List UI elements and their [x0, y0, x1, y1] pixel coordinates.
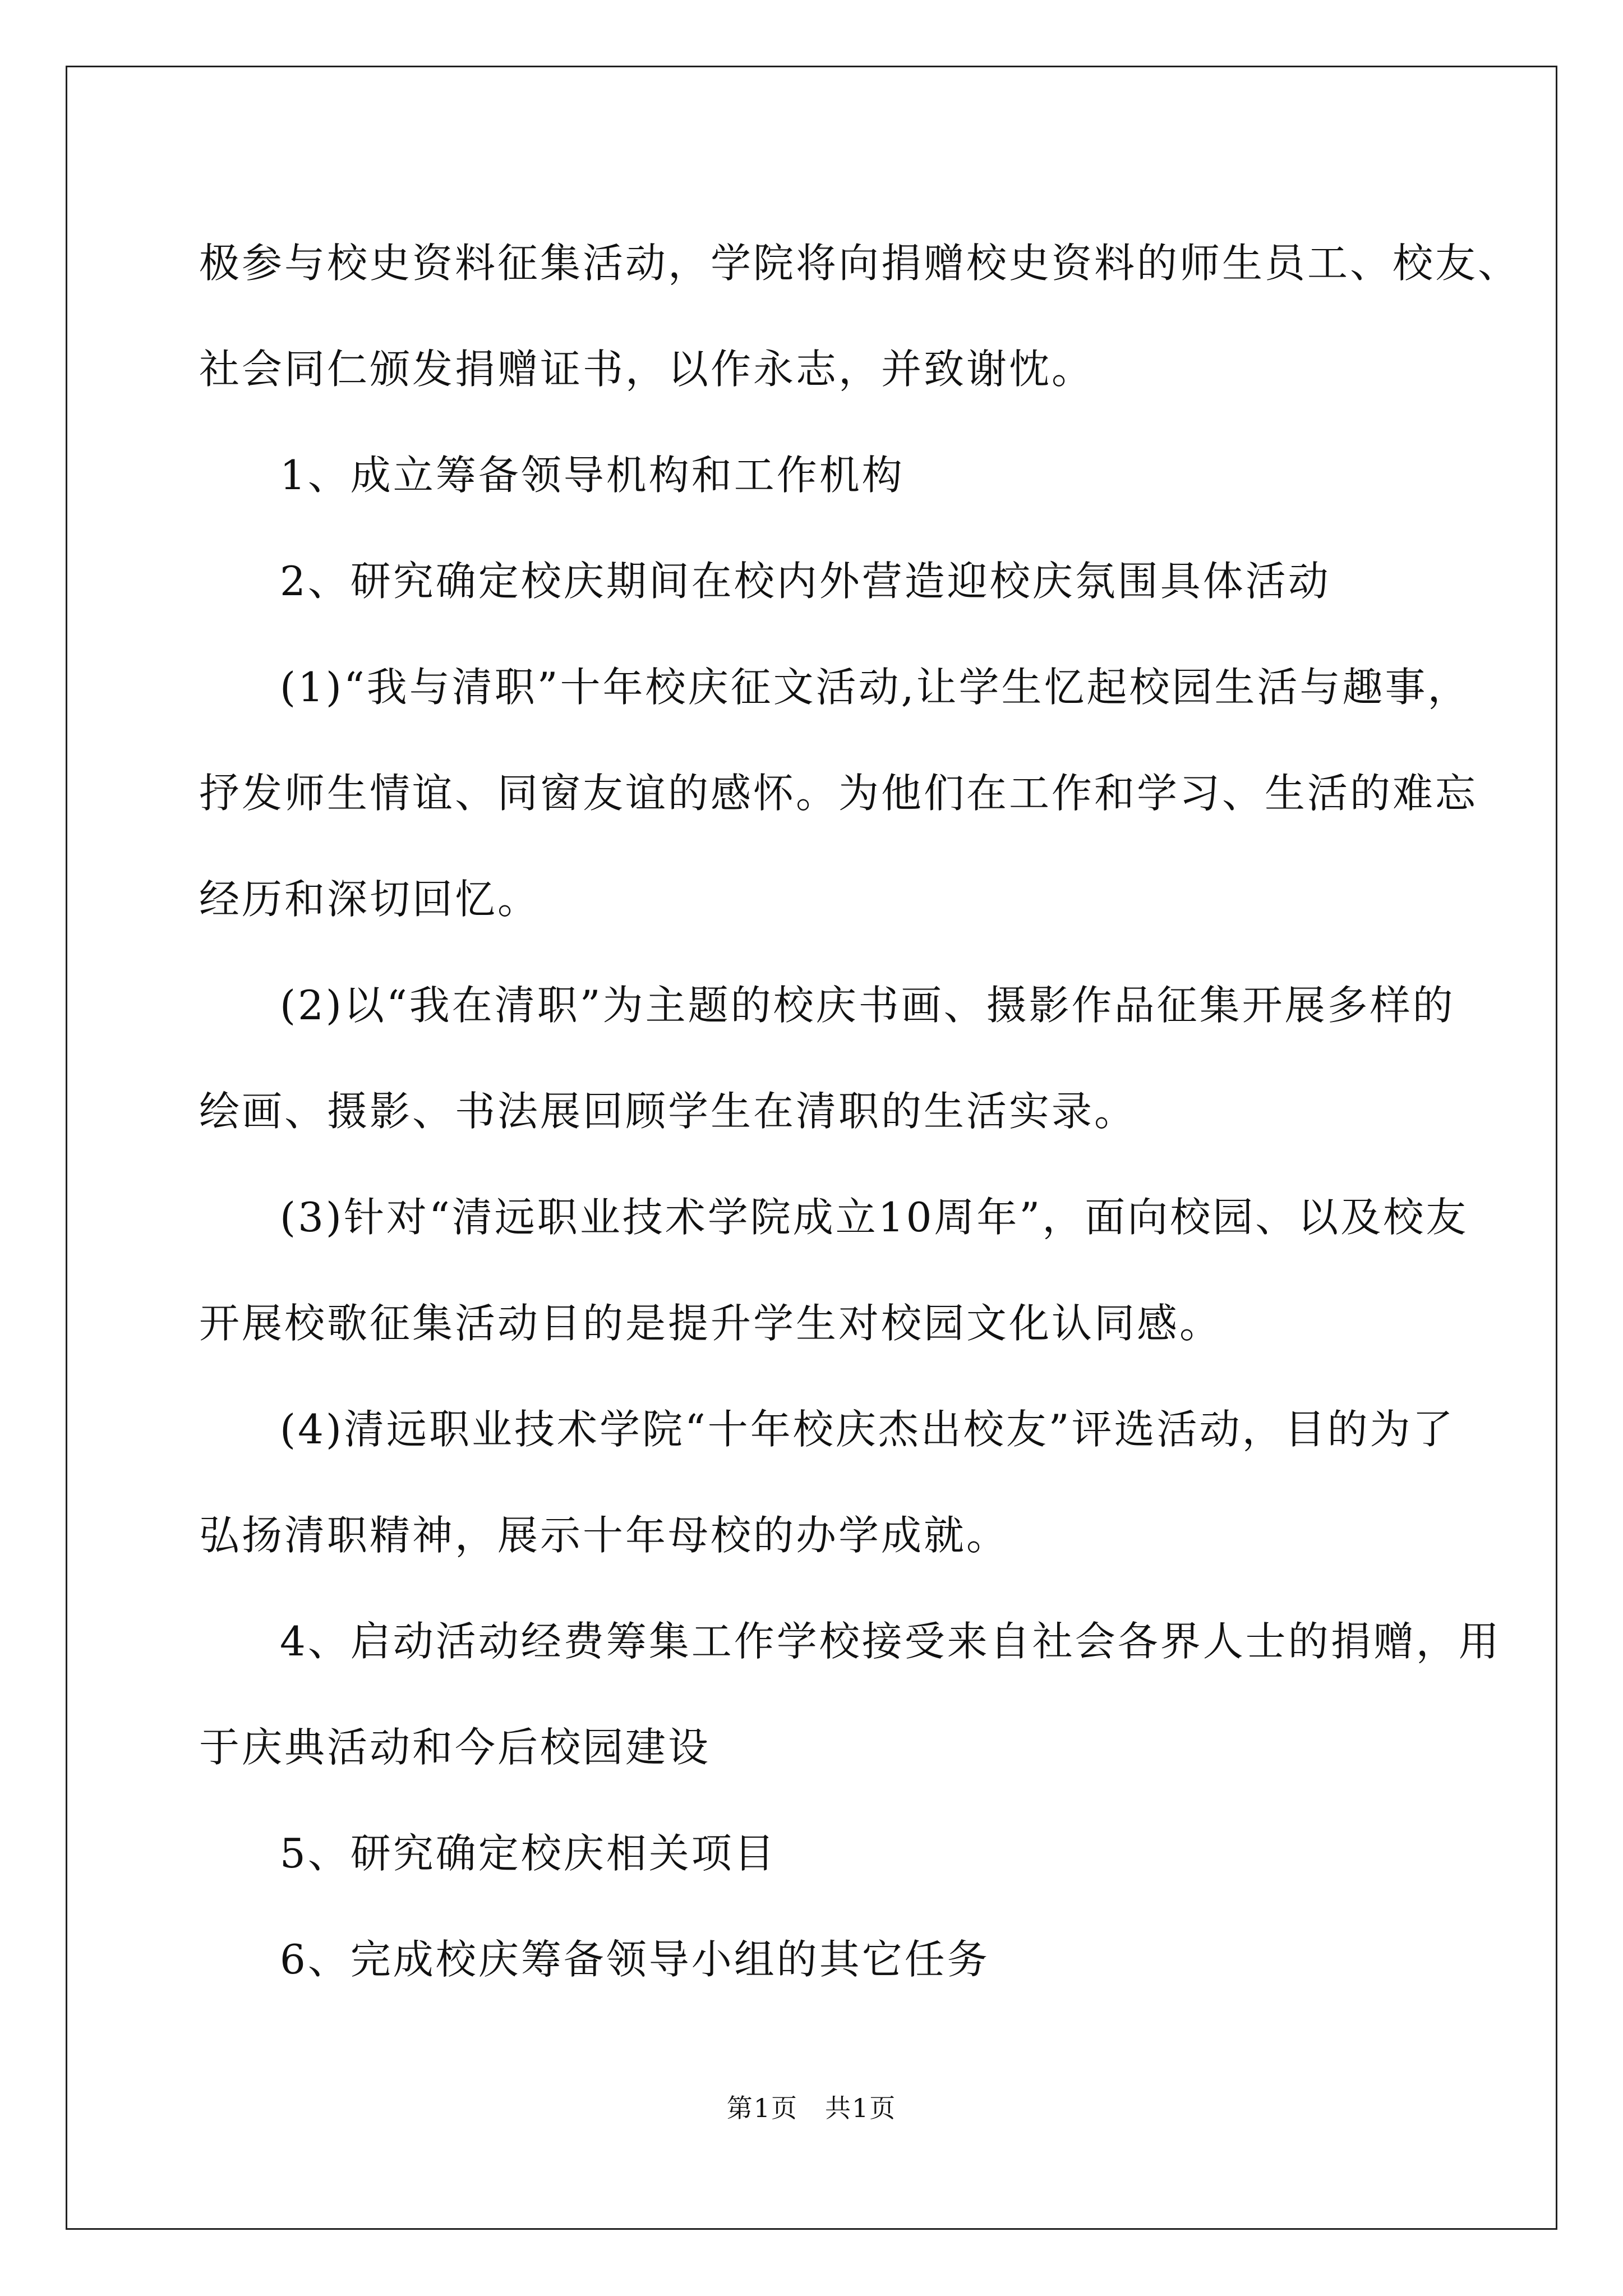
list-item: 1、成立筹备领导机构和工作机构: [280, 452, 905, 499]
text-line: 社会同仁颁发捐赠证书，以作永志，并致谢忱。: [199, 346, 1095, 393]
list-item: 5、研究确定校庆相关项目: [280, 1830, 777, 1877]
list-item: 6、完成校庆筹备领导小组的其它任务: [280, 1936, 990, 1983]
text-line: 极参与校史资料征集活动，学院将向捐赠校史资料的师生员工、校友、: [199, 240, 1521, 287]
list-item: 2、研究确定校庆期间在校内外营造迎校庆氛围具体活动: [280, 558, 1331, 605]
text-line: 开展校歌征集活动目的是提升学生对校园文化认同感。: [199, 1300, 1223, 1347]
sub-item-line: (1)“我与清职”十年校庆征文活动,让学生忆起校园生活与趣事，: [280, 664, 1470, 711]
sub-item-line: (4)清远职业技术学院“十年校庆杰出校友”评选活动，目的为了: [280, 1406, 1455, 1453]
document-body: [199, 210, 1521, 2013]
page-total: 共1页: [825, 2093, 897, 2123]
text-line: 弘扬清职精神，展示十年母校的办学成就。: [199, 1512, 1009, 1559]
text-line: 绘画、摄影、书法展回顾学生在清职的生活实录。: [199, 1088, 1137, 1135]
text-line: 经历和深切回忆。: [199, 876, 541, 923]
sub-item-line: (3)针对“清远职业技术学院成立10周年”，面向校园、以及校友: [280, 1194, 1469, 1241]
list-item: 4、启动活动经费筹集工作学校接受来自社会各界人士的捐赠，用: [280, 1618, 1501, 1665]
text-line: 抒发师生情谊、同窗友谊的感怀。为他们在工作和学习、生活的难忘: [199, 770, 1478, 817]
page-number: 第1页: [726, 2093, 798, 2123]
sub-item-line: (2)以“我在清职”为主题的校庆书画、摄影作品征集开展多样的: [280, 982, 1455, 1029]
page-footer: [0, 2088, 1623, 2125]
text-line: 于庆典活动和今后校园建设: [199, 1724, 711, 1771]
